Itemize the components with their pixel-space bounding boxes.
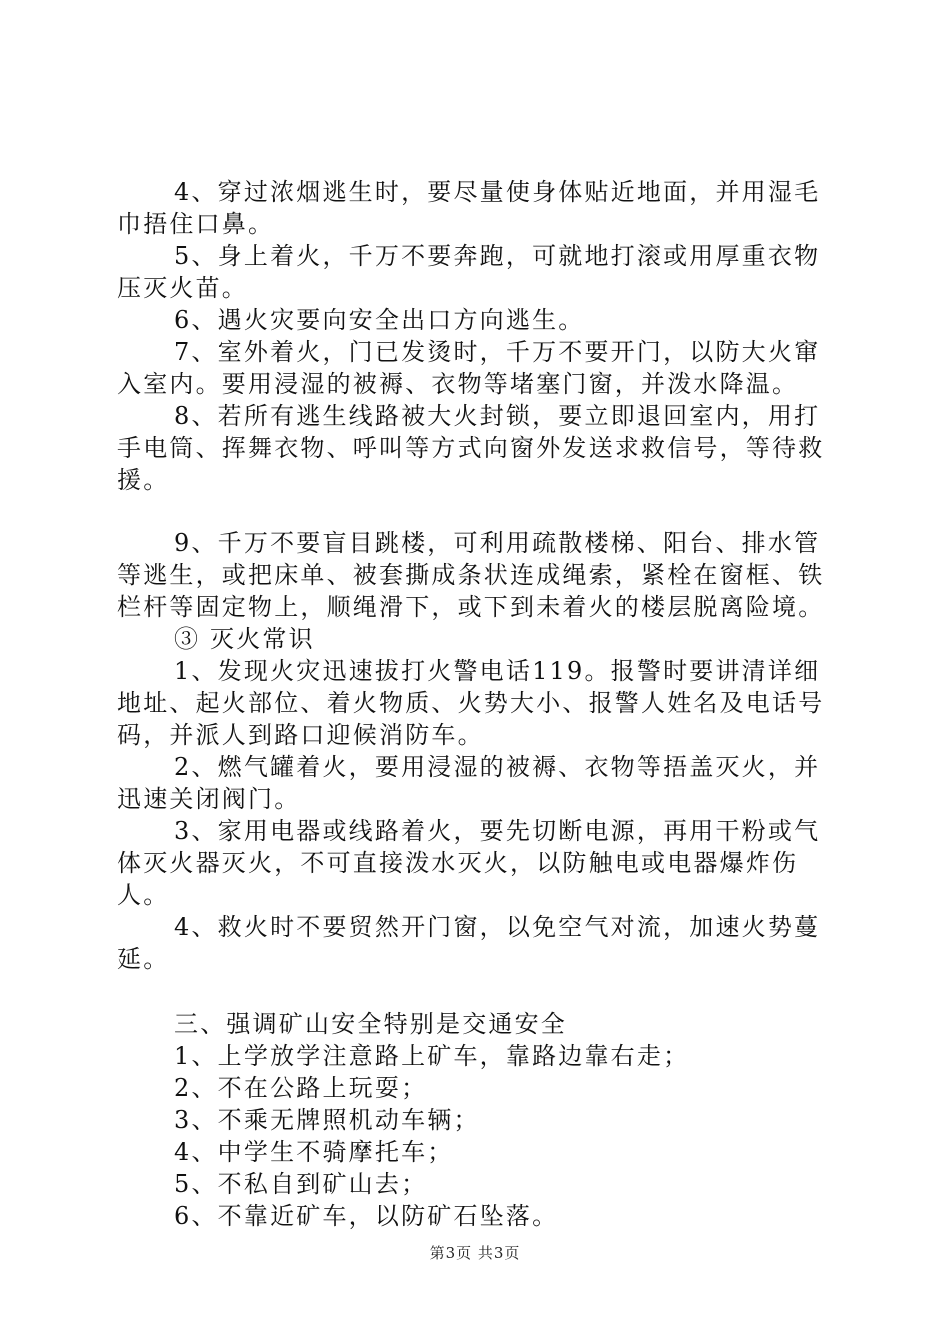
section-heading-fire-knowledge: ③ 灭火常识: [174, 625, 315, 653]
list-item-mine-4: 4、中学生不骑摩托车；: [174, 1138, 454, 1166]
paragraph-item-7-door-hot: 7、室外着火，门已发烫时，千万不要开门，以防大火窜入室内。要用浸湿的被褥、衣物等堵塞门窗，并泼水降温。: [117, 338, 821, 398]
list-item-mine-3: 3、不乘无牌照机动车辆；: [174, 1106, 480, 1134]
list-item-mine-6: 6、不靠近矿车，以防矿石坠落。: [174, 1202, 559, 1230]
paragraph-item-1-call-119: 1、发现火灾迅速拔打火警电话119。报警时要讲清详细地址、起火部位、着火物质、火势大小、报警人姓名及电话号码，并派人到路口迎候消防车。: [117, 657, 825, 749]
paragraph-spacer: [117, 496, 835, 527]
page-footer: 第3页 共3页: [429, 1244, 521, 1262]
paragraph-item-4-windows: 4、救火时不要贸然开门窗，以免空气对流，加速火势蔓延。: [117, 913, 821, 973]
section-spacer: [117, 975, 835, 1008]
paragraph-item-9-no-jump: 9、千万不要盲目跳楼，可利用疏散楼梯、阳台、排水管等逃生，或把床单、被套撕成条状连成绳索，紧栓在窗框、铁栏杆等固定物上，顺绳滑下，或下到未着火的楼层脱离险境。: [117, 529, 825, 621]
list-item-mine-1: 1、上学放学注意路上矿车，靠路边靠右走；: [174, 1042, 690, 1070]
paragraph-item-3-appliance: 3、家用电器或线路着火，要先切断电源，再用干粉或气体灭火器灭火，不可直接泼水灭火，以防触电或电器爆炸伤人。: [117, 817, 821, 909]
paragraph-item-2-gas-tank: 2、燃气罐着火，要用浸湿的被褥、衣物等捂盖灭火，并迅速关闭阀门。: [117, 753, 821, 813]
list-item-mine-5: 5、不私自到矿山去；: [174, 1170, 428, 1198]
paragraph-item-6-exit: 6、遇火灾要向安全出口方向逃生。: [174, 306, 585, 334]
section-heading-mine-safety: 三、强调矿山安全特别是交通安全: [174, 1010, 567, 1038]
document-body: [117, 176, 835, 1232]
paragraph-item-5-clothes-fire: 5、身上着火，千万不要奔跑，可就地打滚或用厚重衣物压灭火苗。: [117, 242, 821, 302]
paragraph-item-8-signal: 8、若所有逃生线路被大火封锁，要立即退回室内，用打手电筒、挥舞衣物、呼叫等方式向窗外发送求救信号，等待救援。: [117, 402, 825, 494]
list-item-mine-2: 2、不在公路上玩耍；: [174, 1074, 428, 1102]
paragraph-item-4-smoke: 4、穿过浓烟逃生时，要尽量使身体贴近地面，并用湿毛巾捂住口鼻。: [117, 178, 821, 238]
